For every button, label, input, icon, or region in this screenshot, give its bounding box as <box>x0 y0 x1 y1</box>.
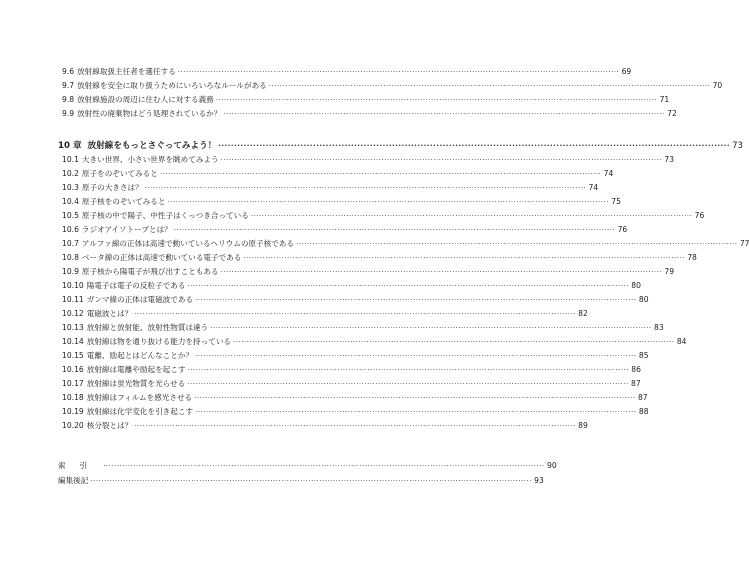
toc-entry-page: 80 <box>638 295 649 304</box>
toc-leader-dots <box>134 308 575 320</box>
toc-entry-page: 72 <box>667 109 677 118</box>
toc-leader-dots <box>296 238 737 250</box>
toc-entry-page: 73 <box>664 155 675 164</box>
toc-entry-10-2[interactable] <box>58 168 614 180</box>
toc-entry-number: 10.15 <box>62 351 84 360</box>
toc-entry-9-8[interactable] <box>58 94 670 106</box>
toc-entry-10-19[interactable] <box>58 406 649 418</box>
toc-entry-number: 10.19 <box>62 407 84 416</box>
toc-entry-10-18[interactable] <box>58 392 648 404</box>
toc-entry-page: 86 <box>631 365 641 374</box>
toc-entry-page: 76 <box>694 211 705 220</box>
toc-leader-dots <box>221 154 662 166</box>
toc-leader-dots <box>145 182 586 194</box>
toc-entry-title: ガンマ線の正体は電磁波である <box>86 295 194 304</box>
toc-leader-dots <box>134 420 575 432</box>
toc-entry-number: 10.7 <box>62 239 79 248</box>
toc-chapter-page: 73 <box>732 141 744 151</box>
toc-entry-page: 74 <box>603 169 614 178</box>
toc-entry-title: 原子核の中で陽子、中性子はくっつき合っている <box>81 211 249 220</box>
toc-entry-number: 10.11 <box>62 295 84 304</box>
toc-entry-title: 原子核をのぞいてみると <box>81 197 166 206</box>
toc-entry-page: 77 <box>739 239 749 248</box>
toc-entry-number: 9.8 <box>62 95 75 104</box>
toc-entry-page: 80 <box>631 281 641 290</box>
toc-entry-10-9[interactable] <box>58 266 675 278</box>
toc-entry-10-1[interactable] <box>58 154 675 166</box>
toc-entry-number: 10.3 <box>62 183 79 192</box>
toc-entry-title: 放射線と放射能、放射性物質は違う <box>86 323 209 332</box>
toc-entry-page: 74 <box>588 183 599 192</box>
toc-entry-page: 70 <box>712 81 723 90</box>
toc-chapter-10[interactable] <box>58 140 744 152</box>
toc-entry-number: 10.6 <box>62 225 79 234</box>
toc-entry-page: 89 <box>578 421 588 430</box>
toc-entry-number: 10.20 <box>62 421 84 430</box>
toc-entry-title: ラジオアイソトープとは？ <box>81 225 172 234</box>
toc-leader-dots <box>269 80 710 92</box>
toc-entry-number: 10.8 <box>62 253 79 262</box>
toc-leader-dots <box>218 140 730 152</box>
toc-entry-title: 索引 <box>58 461 102 470</box>
toc-entry-number: 10.2 <box>62 169 79 178</box>
toc-entry-page: 75 <box>611 197 621 206</box>
toc-entry-10-7[interactable] <box>58 238 749 250</box>
toc-entry-page: 79 <box>664 267 675 276</box>
toc-leader-dots <box>195 406 636 418</box>
toc-entry-title: 編集後記 <box>58 476 89 485</box>
toc-entry-10-14[interactable] <box>58 336 687 348</box>
toc-entry-title: 原子核から陽電子が飛び出すこともある <box>81 267 219 276</box>
toc-entry-number: 10.1 <box>62 155 79 164</box>
toc-entry-10-20[interactable] <box>58 420 588 432</box>
toc-entry-number: 10.12 <box>62 309 84 318</box>
toc-entry-9-6[interactable] <box>58 66 632 78</box>
toc-entry-page: 90 <box>546 461 557 470</box>
toc-leader-dots <box>178 66 619 78</box>
toc-entry-title: 放射線取扱主任者を選任する <box>77 67 176 76</box>
toc-entry-10-5[interactable] <box>58 210 705 222</box>
toc-entry-page: 71 <box>659 95 670 104</box>
toc-entry-title: 原子をのぞいてみると <box>81 169 158 178</box>
toc-entry-10-10[interactable] <box>58 280 641 292</box>
toc-entry-number: 10.10 <box>62 281 84 290</box>
toc-leader-dots <box>187 378 628 390</box>
toc-entry-title: 放射線は電離や励起を起こす <box>86 365 186 374</box>
toc-leader-dots <box>216 94 657 106</box>
toc-entry-title: 放射性の廃棄物はどう処理されているか？ <box>77 109 222 118</box>
toc-entry-number: 9.6 <box>62 67 75 76</box>
toc-leader-dots <box>195 294 636 306</box>
toc-entry-title: 放射線は化学変化を引き起こす <box>86 407 194 416</box>
toc-entry-page: 87 <box>637 393 648 402</box>
toc-entry-page: 69 <box>621 67 632 76</box>
toc-entry-title: 放射線は蛍光物質を光らせる <box>86 379 186 388</box>
toc-entry-title: 放射線は物を通り抜ける能力を持っている <box>86 337 232 346</box>
toc-entry-page: 78 <box>687 253 697 262</box>
toc-entry-afterword[interactable] <box>58 475 544 487</box>
toc-leader-dots <box>243 252 684 264</box>
toc-entry-10-11[interactable] <box>58 294 649 306</box>
toc-entry-10-4[interactable] <box>58 196 621 208</box>
toc-entry-10-8[interactable] <box>58 252 697 264</box>
toc-entry-title: 放射線はフィルムを感光させる <box>86 393 193 402</box>
toc-entry-title: 原子の大きさは？ <box>81 183 143 192</box>
toc-entry-index[interactable] <box>58 460 557 472</box>
toc-entry-number: 10.9 <box>62 267 79 276</box>
toc-entry-number: 10.17 <box>62 379 84 388</box>
toc-entry-number: 10.5 <box>62 211 79 220</box>
toc-leader-dots <box>233 336 674 348</box>
toc-entry-title: 放射線施設の周辺に住む人に対する義務 <box>77 95 214 104</box>
toc-leader-dots <box>221 266 662 278</box>
toc-entry-9-9[interactable] <box>58 108 677 120</box>
toc-leader-dots <box>187 280 628 292</box>
toc-leader-dots <box>195 350 636 362</box>
toc-leader-dots <box>103 460 544 472</box>
toc-entry-number: 10.13 <box>62 323 84 332</box>
toc-entry-page: 82 <box>578 309 588 318</box>
toc-entry-page: 93 <box>534 476 544 485</box>
toc-entry-title: 電離、励起とはどんなことか？ <box>86 351 194 360</box>
toc-entry-page: 85 <box>638 351 649 360</box>
toc-entry-9-7[interactable] <box>58 80 723 92</box>
toc-entry-10-13[interactable] <box>58 322 664 334</box>
toc-entry-page: 87 <box>631 379 641 388</box>
toc-leader-dots <box>187 364 628 376</box>
toc-entry-10-15[interactable] <box>58 350 649 362</box>
toc-entry-title: 核分裂とは？ <box>86 421 133 430</box>
toc-leader-dots <box>167 196 608 208</box>
toc-leader-dots <box>160 168 601 180</box>
toc-entry-number: 9.7 <box>62 81 75 90</box>
toc-chapter-title: 放射線をもっとさぐってみよう！ <box>87 141 217 151</box>
toc-entry-number: 10.14 <box>62 337 84 346</box>
toc-entry-number: 10.16 <box>62 365 84 374</box>
toc-leader-dots <box>90 475 531 487</box>
toc-entry-title: 放射線を安全に取り扱うためにいろいろなルールがある <box>77 81 267 90</box>
toc-entry-title: ベータ線の正体は高速で動いている電子である <box>81 253 242 262</box>
toc-leader-dots <box>223 108 664 120</box>
toc-entry-10-12[interactable] <box>58 308 588 320</box>
toc-entry-10-3[interactable] <box>58 182 599 194</box>
toc-leader-dots <box>194 392 635 404</box>
toc-entry-10-17[interactable] <box>58 378 641 390</box>
toc-entry-number: 10.18 <box>62 393 84 402</box>
toc-leader-dots <box>251 210 692 222</box>
toc-entry-page: 83 <box>654 323 664 332</box>
toc-entry-number: 9.9 <box>62 109 75 118</box>
toc-entry-page: 88 <box>638 407 649 416</box>
toc-entry-title: 電磁波とは？ <box>86 309 133 318</box>
toc-entry-number: 10.4 <box>62 197 79 206</box>
toc-entry-title: アルファ線の正体は高速で動いているヘリウムの原子核である <box>81 239 295 248</box>
toc-entry-10-16[interactable] <box>58 364 641 376</box>
toc-leader-dots <box>174 224 615 236</box>
toc-leader-dots <box>210 322 651 334</box>
toc-chapter-number: 10 章 <box>58 141 82 151</box>
toc-entry-page: 84 <box>676 337 687 346</box>
toc-entry-title: 陽電子は電子の反粒子である <box>86 281 186 290</box>
toc-entry-page: 76 <box>617 225 628 234</box>
toc-entry-10-6[interactable] <box>58 224 628 236</box>
toc-entry-title: 大きい世界、小さい世界を眺めてみよう <box>81 155 219 164</box>
